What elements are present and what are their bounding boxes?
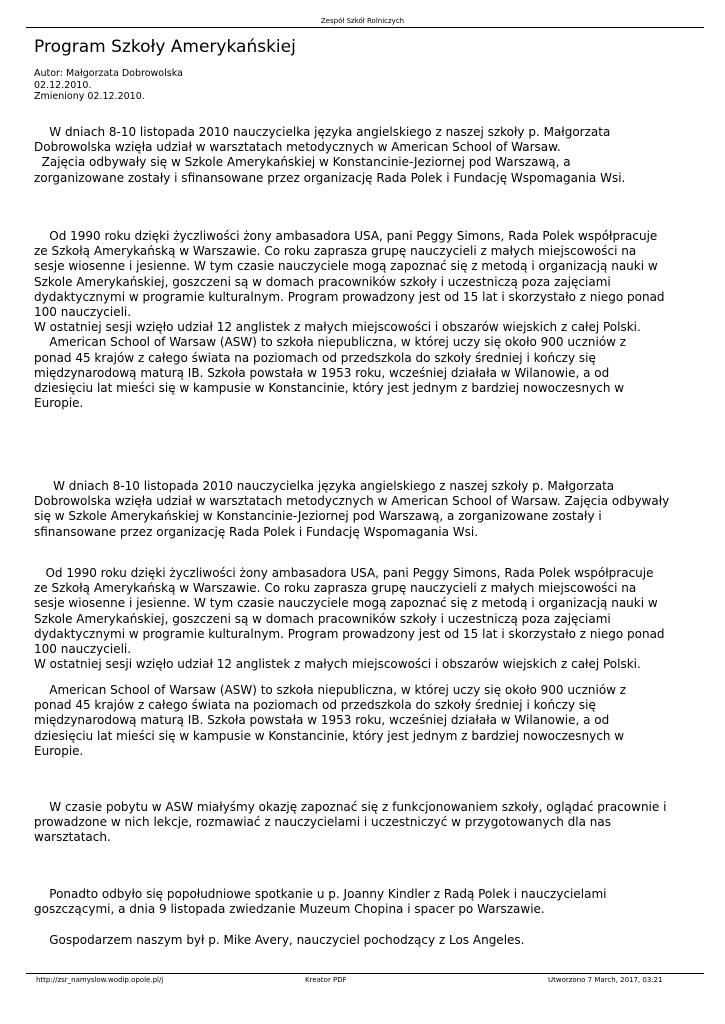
text-line: prowadzone w nich lekcje, rozmawiać z nauczycielami i uczestniczyć w przygotowanych dla nas — [34, 815, 611, 830]
paragraph-2 — [34, 229, 694, 411]
text-line: dydaktycznymi w programie kulturalnym. Program prowadzony jest od 15 lat i skorzystało z niego ponad — [34, 289, 665, 304]
text-line: Dobrowolska wzięła udział w warsztatach metodycznych w American School of Warsaw. — [34, 140, 561, 155]
text-line: Zajęcia odbywały się w Szkole Amerykańskiej w Konstancinie-Jeziornej pod Warszawą, a — [34, 155, 571, 170]
text-line: dziesięciu lat mieści się w kampusie w Konstancinie, który jest jednym z bardziej nowoczesnych w — [34, 728, 625, 743]
text-line: się w Szkole Amerykańskiej w Konstancinie-Jeziornej pod Warszawą, a zorganizowane zostały i — [34, 509, 602, 524]
text-line: Ponadto odbyło się popołudniowe spotkanie u p. Joanny Kindler z Radą Polek i nauczycielami — [34, 887, 607, 901]
text-line: ponad 45 krajów z całego świata na poziomach od przedszkola do szkoły średniej i kończy się — [34, 350, 596, 365]
text-line: W dniach 8-10 listopada 2010 nauczycielka języka angielskiego z naszej szkoły p. Małgorzata — [34, 125, 611, 139]
text-line: goszczącymi, a dnia 9 listopada zwiedzanie Muzeum Chopina i spacer po Warszawie. — [34, 902, 545, 917]
paragraph-8 — [34, 933, 694, 948]
text-line: 100 nauczycieli. — [34, 642, 132, 657]
text-line: ze Szkołą Amerykańską w Warszawie. Co roku zaprasza grupę nauczycieli z małych miejscowości na — [34, 244, 637, 259]
text-line: sesje wiosenne i jesienne. W tym czasie nauczyciele mogą zapoznać się z metodą i organizacją nauki w — [34, 259, 658, 274]
text-line: 100 nauczycieli. — [34, 305, 132, 320]
text-line: W czasie pobytu w ASW miałyśmy okazję zapoznać się z funkcjonowaniem szkoły, oglądać pracownie i — [34, 800, 667, 814]
footer-url: http://zsr_namyslow.wodip.opole.pl/j — [36, 976, 164, 984]
paragraph-7 — [34, 887, 694, 917]
text-line: ponad 45 krajów z całego świata na poziomach od przedszkola do szkoły średniej i kończy się — [34, 698, 596, 713]
footer-created-date: Utworzono 7 March, 2017, 03:21 — [548, 976, 663, 984]
header-site-name: Zespół Szkół Rolniczych — [320, 17, 405, 25]
text-line: Od 1990 roku dzięki życzliwości żony ambasadora USA, pani Peggy Simons, Rada Polek współpracuje — [34, 566, 654, 580]
article-meta — [34, 68, 183, 103]
text-line: W ostatniej sesji wzięło udział 12 anglistek z małych miejscowości i obszarów wiejskich z całej Polski. — [34, 657, 641, 672]
text-line: Szkole Amerykańskiej, goszczeni są w domach pracowników szkoły i uczestniczą poza zajęciami — [34, 274, 611, 289]
text-line: W ostatniej sesji wzięło udział 12 anglistek z małych miejscowości i obszarów wiejskich z całej Polski. — [34, 320, 641, 335]
text-line: Od 1990 roku dzięki życzliwości żony ambasadora USA, pani Peggy Simons, Rada Polek współpracuje — [34, 229, 658, 243]
text-line: American School of Warsaw (ASW) to szkoła niepubliczna, w której uczy się około 900 uczniów z — [34, 683, 627, 697]
text-line: ze Szkołą Amerykańską w Warszawie. Co roku zaprasza grupę nauczycieli z małych miejscowości na — [34, 581, 637, 596]
footer-generator: Kreator PDF — [305, 976, 347, 984]
text-line: American School of Warsaw (ASW) to szkoła niepubliczna, w której uczy się około 900 uczniów z — [34, 335, 627, 350]
page-title: Program Szkoły Amerykańskiej — [34, 37, 296, 57]
text-line: sfinansowane przez organizację Rada Polek i Fundację Wspomagania Wsi. — [34, 524, 479, 539]
footer-divider — [26, 973, 704, 974]
paragraph-1 — [34, 125, 694, 186]
text-line: warsztatach. — [34, 830, 111, 845]
text-line: Gospodarzem naszym był p. Mike Avery, nauczyciel pochodzący z Los Angeles. — [34, 933, 525, 947]
text-line: Szkole Amerykańskiej, goszczeni są w domach pracowników szkoły i uczestniczą poza zajęciami — [34, 611, 611, 626]
paragraph-4 — [34, 566, 694, 672]
text-line: międzynarodową maturą IB. Szkoła powstała w 1953 roku, wcześniej działała w Wilanowie, a od — [34, 365, 610, 380]
text-line: W dniach 8-10 listopada 2010 nauczycielka języka angielskiego z naszej szkoły p. Małgorzata — [34, 479, 615, 493]
header-divider — [26, 27, 704, 28]
text-line: Europie. — [34, 396, 84, 411]
text-line: sesje wiosenne i jesienne. W tym czasie nauczyciele mogą zapoznać się z metodą i organizacją nauki w — [34, 596, 658, 611]
text-line: dziesięciu lat mieści się w kampusie w Konstancinie, który jest jednym z bardziej nowoczesnych w — [34, 381, 625, 396]
text-line: dydaktycznymi w programie kulturalnym. Program prowadzony jest od 15 lat i skorzystało z niego ponad — [34, 626, 665, 641]
paragraph-5 — [34, 683, 694, 759]
paragraph-6 — [34, 800, 694, 846]
text-line: Europie. — [34, 743, 84, 758]
text-line: zorganizowane zostały i sfinansowane przez organizację Rada Polek i Fundację Wspomagania Wsi. — [34, 170, 626, 185]
modified-line: Zmieniony 02.12.2010. — [34, 91, 145, 102]
text-line: międzynarodową maturą IB. Szkoła powstała w 1953 roku, wcześniej działała w Wilanowie, a od — [34, 713, 610, 728]
author-line: Autor: Małgorzata Dobrowolska — [34, 68, 183, 79]
text-line: Dobrowolska wzięła udział w warsztatach metodycznych w American School of Warsaw. Zajęcia odbywały — [34, 494, 670, 509]
paragraph-3 — [34, 479, 694, 540]
date-line: 02.12.2010. — [34, 79, 92, 91]
